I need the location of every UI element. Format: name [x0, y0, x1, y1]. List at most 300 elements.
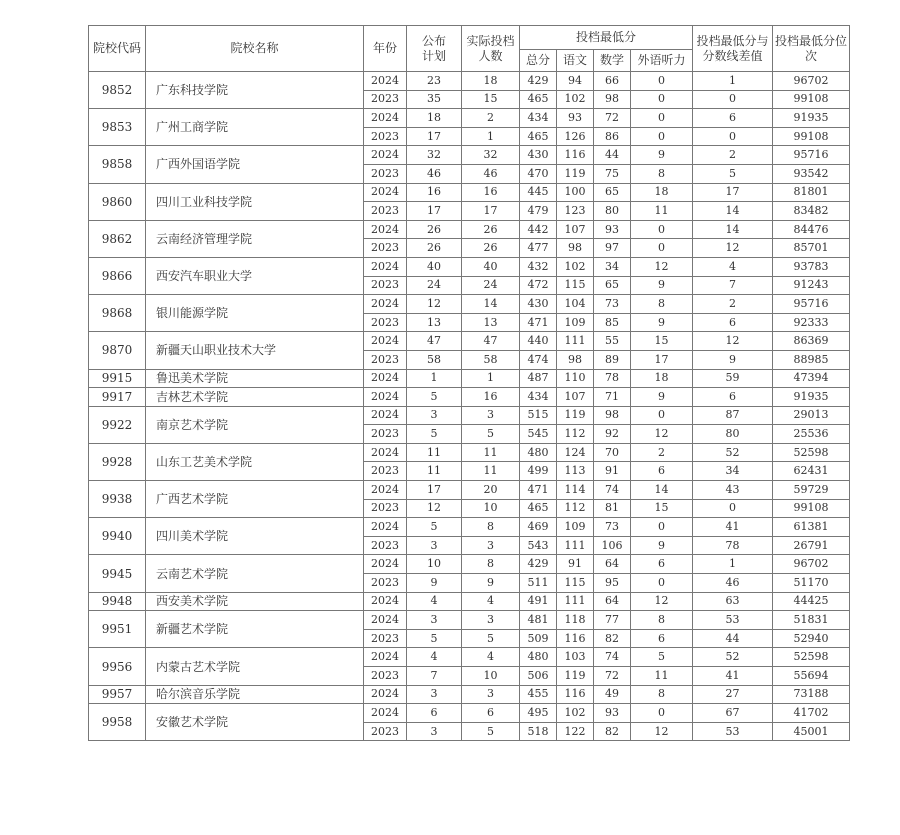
- cell-actual: 5: [462, 629, 520, 648]
- cell-chinese: 112: [557, 425, 594, 444]
- cell-plan: 16: [407, 183, 462, 202]
- cell-actual: 5: [462, 425, 520, 444]
- cell-diff: 0: [693, 127, 773, 146]
- school-name: 新疆天山职业技术大学: [146, 332, 364, 369]
- cell-year: 2024: [364, 220, 407, 239]
- cell-diff: 12: [693, 332, 773, 351]
- header-plan: 公布计划: [407, 26, 462, 72]
- cell-year: 2023: [364, 462, 407, 481]
- cell-actual: 40: [462, 257, 520, 276]
- table-row: [89, 72, 850, 91]
- cell-total: 434: [520, 109, 557, 128]
- cell-chinese: 114: [557, 481, 594, 500]
- cell-rank: 47394: [773, 369, 850, 388]
- cell-foreign: 6: [631, 629, 693, 648]
- cell-rank: 62431: [773, 462, 850, 481]
- cell-total: 465: [520, 499, 557, 518]
- cell-total: 434: [520, 388, 557, 407]
- school-code: 9928: [89, 443, 146, 480]
- cell-foreign: 0: [631, 239, 693, 258]
- school-name: 广州工商学院: [146, 109, 364, 146]
- cell-total: 429: [520, 72, 557, 91]
- cell-foreign: 11: [631, 667, 693, 686]
- school-code: 9868: [89, 295, 146, 332]
- cell-total: 543: [520, 536, 557, 555]
- cell-year: 2024: [364, 648, 407, 667]
- cell-foreign: 0: [631, 109, 693, 128]
- cell-foreign: 17: [631, 350, 693, 369]
- cell-foreign: 9: [631, 313, 693, 332]
- cell-diff: 2: [693, 146, 773, 165]
- cell-total: 471: [520, 481, 557, 500]
- cell-diff: 5: [693, 164, 773, 183]
- cell-math: 75: [594, 164, 631, 183]
- header-foreign: 外语听力: [631, 50, 693, 72]
- cell-actual: 10: [462, 499, 520, 518]
- cell-chinese: 111: [557, 536, 594, 555]
- cell-total: 511: [520, 574, 557, 593]
- school-code: 9862: [89, 220, 146, 257]
- cell-year: 2024: [364, 388, 407, 407]
- cell-rank: 99108: [773, 499, 850, 518]
- cell-diff: 9: [693, 350, 773, 369]
- cell-foreign: 9: [631, 536, 693, 555]
- cell-year: 2023: [364, 164, 407, 183]
- cell-year: 2023: [364, 574, 407, 593]
- cell-rank: 92333: [773, 313, 850, 332]
- school-code: 9958: [89, 704, 146, 741]
- cell-rank: 59729: [773, 481, 850, 500]
- cell-total: 487: [520, 369, 557, 388]
- header-chinese: 语文: [557, 50, 594, 72]
- cell-total: 474: [520, 350, 557, 369]
- cell-chinese: 116: [557, 146, 594, 165]
- cell-rank: 99108: [773, 90, 850, 109]
- cell-actual: 17: [462, 202, 520, 221]
- cell-total: 480: [520, 648, 557, 667]
- cell-chinese: 122: [557, 722, 594, 741]
- cell-year: 2023: [364, 239, 407, 258]
- cell-diff: 41: [693, 667, 773, 686]
- cell-rank: 26791: [773, 536, 850, 555]
- cell-rank: 51170: [773, 574, 850, 593]
- cell-math: 70: [594, 443, 631, 462]
- cell-diff: 14: [693, 202, 773, 221]
- table-row: [89, 704, 850, 723]
- cell-plan: 3: [407, 536, 462, 555]
- cell-year: 2024: [364, 332, 407, 351]
- cell-chinese: 93: [557, 109, 594, 128]
- table-row: [89, 592, 850, 611]
- school-code: 9866: [89, 257, 146, 294]
- cell-foreign: 0: [631, 220, 693, 239]
- cell-actual: 26: [462, 220, 520, 239]
- cell-total: 432: [520, 257, 557, 276]
- cell-plan: 10: [407, 555, 462, 574]
- cell-foreign: 6: [631, 462, 693, 481]
- cell-actual: 4: [462, 592, 520, 611]
- cell-math: 93: [594, 704, 631, 723]
- cell-foreign: 0: [631, 127, 693, 146]
- school-name: 安徽艺术学院: [146, 704, 364, 741]
- cell-year: 2024: [364, 611, 407, 630]
- cell-year: 2024: [364, 406, 407, 425]
- cell-total: 472: [520, 276, 557, 295]
- cell-math: 72: [594, 109, 631, 128]
- cell-actual: 11: [462, 462, 520, 481]
- cell-year: 2024: [364, 146, 407, 165]
- cell-actual: 1: [462, 369, 520, 388]
- cell-diff: 1: [693, 555, 773, 574]
- cell-actual: 11: [462, 443, 520, 462]
- cell-year: 2024: [364, 109, 407, 128]
- header-math: 数学: [594, 50, 631, 72]
- table-row: [89, 332, 850, 351]
- school-name: 云南艺术学院: [146, 555, 364, 592]
- cell-plan: 11: [407, 443, 462, 462]
- cell-math: 89: [594, 350, 631, 369]
- cell-plan: 5: [407, 388, 462, 407]
- cell-rank: 91935: [773, 109, 850, 128]
- cell-plan: 11: [407, 462, 462, 481]
- cell-chinese: 98: [557, 239, 594, 258]
- cell-math: 55: [594, 332, 631, 351]
- cell-year: 2024: [364, 481, 407, 500]
- cell-math: 82: [594, 722, 631, 741]
- cell-chinese: 116: [557, 685, 594, 704]
- school-code: 9938: [89, 481, 146, 518]
- cell-plan: 35: [407, 90, 462, 109]
- cell-plan: 46: [407, 164, 462, 183]
- table-row: [89, 109, 850, 128]
- cell-foreign: 0: [631, 704, 693, 723]
- cell-actual: 14: [462, 295, 520, 314]
- cell-foreign: 2: [631, 443, 693, 462]
- school-name: 新疆艺术学院: [146, 611, 364, 648]
- cell-foreign: 8: [631, 295, 693, 314]
- cell-diff: 27: [693, 685, 773, 704]
- cell-actual: 5: [462, 722, 520, 741]
- cell-chinese: 100: [557, 183, 594, 202]
- header-code: 院校代码: [89, 26, 146, 72]
- cell-actual: 3: [462, 685, 520, 704]
- cell-plan: 4: [407, 592, 462, 611]
- cell-diff: 6: [693, 313, 773, 332]
- cell-year: 2024: [364, 369, 407, 388]
- cell-rank: 45001: [773, 722, 850, 741]
- cell-rank: 52940: [773, 629, 850, 648]
- table-row: [89, 369, 850, 388]
- header-year: 年份: [364, 26, 407, 72]
- cell-year: 2023: [364, 313, 407, 332]
- cell-plan: 13: [407, 313, 462, 332]
- cell-chinese: 94: [557, 72, 594, 91]
- cell-rank: 44425: [773, 592, 850, 611]
- cell-total: 471: [520, 313, 557, 332]
- cell-chinese: 112: [557, 499, 594, 518]
- cell-foreign: 14: [631, 481, 693, 500]
- header-min-score-group: 投档最低分: [520, 26, 693, 50]
- cell-actual: 6: [462, 704, 520, 723]
- school-code: 9956: [89, 648, 146, 685]
- cell-math: 64: [594, 592, 631, 611]
- cell-year: 2023: [364, 499, 407, 518]
- cell-foreign: 12: [631, 257, 693, 276]
- cell-plan: 5: [407, 629, 462, 648]
- cell-year: 2023: [364, 629, 407, 648]
- cell-diff: 0: [693, 499, 773, 518]
- cell-total: 499: [520, 462, 557, 481]
- school-code: 9915: [89, 369, 146, 388]
- cell-actual: 13: [462, 313, 520, 332]
- cell-total: 506: [520, 667, 557, 686]
- cell-plan: 17: [407, 202, 462, 221]
- school-name: 银川能源学院: [146, 295, 364, 332]
- cell-plan: 26: [407, 220, 462, 239]
- cell-total: 455: [520, 685, 557, 704]
- cell-total: 430: [520, 146, 557, 165]
- cell-math: 71: [594, 388, 631, 407]
- cell-total: 480: [520, 443, 557, 462]
- cell-chinese: 124: [557, 443, 594, 462]
- school-code: 9945: [89, 555, 146, 592]
- cell-chinese: 91: [557, 555, 594, 574]
- cell-total: 515: [520, 406, 557, 425]
- school-name: 吉林艺术学院: [146, 388, 364, 407]
- cell-math: 80: [594, 202, 631, 221]
- cell-actual: 18: [462, 72, 520, 91]
- cell-chinese: 116: [557, 629, 594, 648]
- cell-chinese: 113: [557, 462, 594, 481]
- school-code: 9951: [89, 611, 146, 648]
- school-code: 9870: [89, 332, 146, 369]
- school-name: 哈尔滨音乐学院: [146, 685, 364, 704]
- cell-year: 2024: [364, 295, 407, 314]
- cell-foreign: 0: [631, 72, 693, 91]
- cell-actual: 8: [462, 518, 520, 537]
- cell-actual: 2: [462, 109, 520, 128]
- cell-actual: 1: [462, 127, 520, 146]
- cell-plan: 18: [407, 109, 462, 128]
- cell-diff: 6: [693, 388, 773, 407]
- cell-total: 509: [520, 629, 557, 648]
- cell-plan: 5: [407, 518, 462, 537]
- cell-math: 98: [594, 406, 631, 425]
- school-code: 9922: [89, 406, 146, 443]
- school-name: 广西外国语学院: [146, 146, 364, 183]
- cell-year: 2024: [364, 592, 407, 611]
- cell-year: 2024: [364, 183, 407, 202]
- cell-diff: 2: [693, 295, 773, 314]
- header-actual: 实际投档人数: [462, 26, 520, 72]
- cell-diff: 12: [693, 239, 773, 258]
- cell-year: 2024: [364, 443, 407, 462]
- cell-diff: 63: [693, 592, 773, 611]
- cell-plan: 7: [407, 667, 462, 686]
- cell-chinese: 115: [557, 276, 594, 295]
- cell-chinese: 98: [557, 350, 594, 369]
- school-code: 9852: [89, 72, 146, 109]
- cell-math: 65: [594, 183, 631, 202]
- cell-chinese: 109: [557, 313, 594, 332]
- cell-math: 106: [594, 536, 631, 555]
- cell-rank: 52598: [773, 443, 850, 462]
- cell-math: 74: [594, 648, 631, 667]
- cell-diff: 52: [693, 648, 773, 667]
- school-code: 9957: [89, 685, 146, 704]
- cell-diff: 44: [693, 629, 773, 648]
- cell-math: 92: [594, 425, 631, 444]
- cell-actual: 3: [462, 406, 520, 425]
- cell-total: 545: [520, 425, 557, 444]
- cell-total: 481: [520, 611, 557, 630]
- cell-actual: 58: [462, 350, 520, 369]
- school-name: 西安美术学院: [146, 592, 364, 611]
- cell-chinese: 103: [557, 648, 594, 667]
- cell-foreign: 8: [631, 685, 693, 704]
- cell-total: 495: [520, 704, 557, 723]
- cell-year: 2023: [364, 90, 407, 109]
- cell-plan: 32: [407, 146, 462, 165]
- table-row: [89, 443, 850, 462]
- cell-diff: 52: [693, 443, 773, 462]
- cell-total: 465: [520, 127, 557, 146]
- cell-total: 469: [520, 518, 557, 537]
- cell-math: 77: [594, 611, 631, 630]
- cell-foreign: 18: [631, 369, 693, 388]
- cell-foreign: 11: [631, 202, 693, 221]
- cell-rank: 85701: [773, 239, 850, 258]
- cell-chinese: 102: [557, 704, 594, 723]
- cell-year: 2024: [364, 72, 407, 91]
- cell-math: 73: [594, 295, 631, 314]
- cell-diff: 4: [693, 257, 773, 276]
- cell-diff: 6: [693, 109, 773, 128]
- school-name: 内蒙古艺术学院: [146, 648, 364, 685]
- cell-actual: 15: [462, 90, 520, 109]
- cell-total: 445: [520, 183, 557, 202]
- cell-foreign: 18: [631, 183, 693, 202]
- cell-plan: 3: [407, 611, 462, 630]
- cell-chinese: 109: [557, 518, 594, 537]
- cell-actual: 3: [462, 611, 520, 630]
- cell-foreign: 6: [631, 555, 693, 574]
- school-code: 9917: [89, 388, 146, 407]
- cell-rank: 84476: [773, 220, 850, 239]
- cell-year: 2024: [364, 704, 407, 723]
- school-code: 9858: [89, 146, 146, 183]
- cell-chinese: 119: [557, 667, 594, 686]
- cell-actual: 47: [462, 332, 520, 351]
- cell-rank: 88985: [773, 350, 850, 369]
- cell-chinese: 104: [557, 295, 594, 314]
- cell-total: 518: [520, 722, 557, 741]
- cell-chinese: 102: [557, 90, 594, 109]
- cell-plan: 9: [407, 574, 462, 593]
- cell-foreign: 9: [631, 276, 693, 295]
- cell-year: 2023: [364, 202, 407, 221]
- cell-year: 2023: [364, 667, 407, 686]
- cell-actual: 3: [462, 536, 520, 555]
- school-name: 云南经济管理学院: [146, 220, 364, 257]
- cell-rank: 81801: [773, 183, 850, 202]
- table-row: [89, 611, 850, 630]
- cell-rank: 93542: [773, 164, 850, 183]
- school-code: 9860: [89, 183, 146, 220]
- cell-foreign: 8: [631, 164, 693, 183]
- cell-math: 73: [594, 518, 631, 537]
- cell-math: 65: [594, 276, 631, 295]
- cell-math: 49: [594, 685, 631, 704]
- cell-chinese: 118: [557, 611, 594, 630]
- cell-plan: 12: [407, 295, 462, 314]
- cell-year: 2023: [364, 276, 407, 295]
- cell-year: 2023: [364, 425, 407, 444]
- table-row: [89, 406, 850, 425]
- cell-diff: 0: [693, 90, 773, 109]
- cell-total: 479: [520, 202, 557, 221]
- school-name: 广西艺术学院: [146, 481, 364, 518]
- admission-score-table: [88, 25, 850, 741]
- cell-chinese: 126: [557, 127, 594, 146]
- cell-diff: 87: [693, 406, 773, 425]
- school-name: 四川美术学院: [146, 518, 364, 555]
- cell-diff: 17: [693, 183, 773, 202]
- cell-plan: 3: [407, 406, 462, 425]
- cell-actual: 20: [462, 481, 520, 500]
- cell-rank: 29013: [773, 406, 850, 425]
- cell-actual: 32: [462, 146, 520, 165]
- table-row: [89, 295, 850, 314]
- cell-math: 66: [594, 72, 631, 91]
- cell-foreign: 5: [631, 648, 693, 667]
- cell-chinese: 111: [557, 592, 594, 611]
- cell-year: 2024: [364, 257, 407, 276]
- cell-foreign: 0: [631, 518, 693, 537]
- cell-plan: 5: [407, 425, 462, 444]
- table-row: [89, 220, 850, 239]
- cell-year: 2023: [364, 722, 407, 741]
- cell-foreign: 12: [631, 722, 693, 741]
- cell-plan: 23: [407, 72, 462, 91]
- cell-math: 97: [594, 239, 631, 258]
- cell-actual: 46: [462, 164, 520, 183]
- table-row: [89, 146, 850, 165]
- school-name: 鲁迅美术学院: [146, 369, 364, 388]
- cell-rank: 83482: [773, 202, 850, 221]
- cell-foreign: 8: [631, 611, 693, 630]
- cell-plan: 3: [407, 685, 462, 704]
- cell-rank: 73188: [773, 685, 850, 704]
- table-row: [89, 648, 850, 667]
- table-row: [89, 518, 850, 537]
- cell-year: 2023: [364, 350, 407, 369]
- cell-diff: 67: [693, 704, 773, 723]
- cell-total: 430: [520, 295, 557, 314]
- cell-rank: 25536: [773, 425, 850, 444]
- cell-chinese: 102: [557, 257, 594, 276]
- cell-rank: 93783: [773, 257, 850, 276]
- cell-rank: 95716: [773, 295, 850, 314]
- cell-actual: 26: [462, 239, 520, 258]
- table-row: [89, 555, 850, 574]
- cell-actual: 4: [462, 648, 520, 667]
- cell-foreign: 0: [631, 406, 693, 425]
- table-row: [89, 388, 850, 407]
- cell-foreign: 12: [631, 425, 693, 444]
- cell-diff: 7: [693, 276, 773, 295]
- cell-diff: 41: [693, 518, 773, 537]
